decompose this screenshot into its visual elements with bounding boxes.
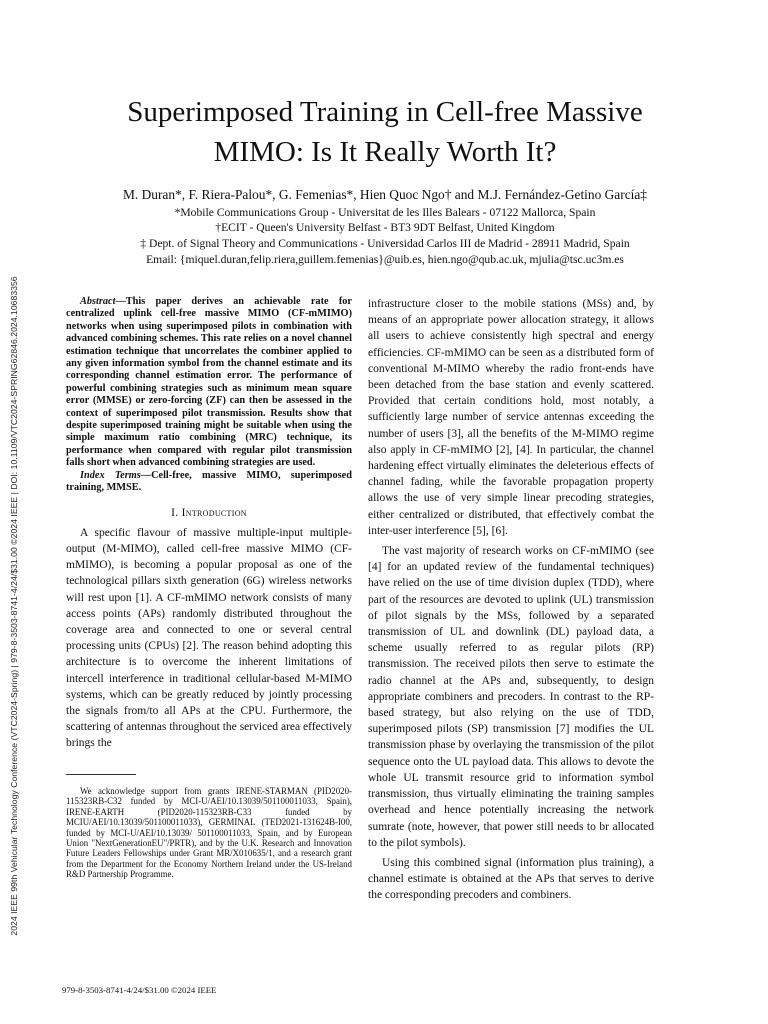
- abstract: [66, 296, 352, 470]
- index-terms: [66, 470, 352, 495]
- left-column: [66, 296, 352, 752]
- affiliation-2: †ECIT - Queen's University Belfast - BT3 9DT Belfast, United Kingdom: [215, 221, 555, 234]
- title-line-2: MIMO: Is It Really Worth It?: [213, 136, 557, 168]
- intro-paragraph-1: A specific flavour of massive multiple-input multiple-output (M-MIMO), called cell-free massive MIMO (CF-mMIMO), is becoming a popular proposal as one of the technological pillars sixth generation (6G) wireless networks will rest upon [1]. A CF-mMIMO network consists of many access points (APs) randomly distributed throughout the coverage area and connected to one or several central processing units (CPUs) [2]. The reason behind adopting this architecture is to overcome the inherent limitations of intercell interference in traditional cellular-based M-MIMO systems, which can be greatly reduced by jointly processing the signals from/to all APs at the CPU. Furthermore, the scattering of antennas throughout the serviced area effectively brings the: [66, 526, 352, 750]
- affiliation-3: ‡ Dept. of Signal Theory and Communications - Universidad Carlos III de Madrid - 28911 Madrid, Spain: [140, 237, 630, 250]
- author-emails: Email: {miquel.duran,felip.riera,guillem.femenias}@uib.es, hien.ngo@qub.ac.uk, mjulia@tsc.uc3m.es: [146, 253, 624, 266]
- section-number: I.: [171, 506, 179, 519]
- intro-paragraph-2: infrastructure closer to the mobile stations (MSs) and, by means of an appropriate power allocation strategy, it allows all users to achieve consistently high spectral and energy efficiencies. CF-mMIMO can be seen as a distributed form of conventional M-MIMO whereby the radio front-ends have been detached from the base station and evenly scattered. Provided that certain conditions hold, most notably, a sufficiently large number of service antennas exceeding the number of users [3], all the benefits of the M-MIMO regime also apply in CF-mMIMO [2], [4]. In particular, the channel hardening effect virtually eliminates the deleterious effects of channel fading, while the favorable propagation property allows the use of very simple linear precoding strategies, either centralized or distributed, that effectively combat the inter-user interference [5], [6].: [368, 298, 654, 537]
- funding-footnote: We acknowledge support from grants IRENE-STARMAN (PID2020-115323RB-C32 funded by MCI-U/AEI/10.13039/501100011033, Spain), IRENE-EARTH (PID2020-115323RB-C33 funded by MCIU/AEI/10.13039/501100011033), GERMINAL (TED2021-131624B-I00, funded by MCI-U/AEI/10.13039/ 501100011033, Spain, and by European Union "NextGenerationEU"/PRTR), and by the U.K. Research and Innovation Future Leaders Fellowships under Grant MR/X010635/1, and a research grant from the Department for the Economy Northern Ireland under the US-Ireland R&D Partnership Programme.: [66, 786, 352, 880]
- intro-paragraph-3: The vast majority of research works on CF-mMIMO (see [4] for an updated review of the fundamental techniques) have relied on the use of time division duplex (TDD), where part of the resources are devoted to uplink (UL) transmission of pilot signals by the MSs, followed by a separated transmission of UL and downlink (DL) payload data, a scheme usually referred to as regular pilots (RP) transmission. The received pilots then serve to estimate the radio channel at the APs and, subsequently, to design appropriate combiners and precoders. In contrast to the RP-based strategy, but also relying on the use of TDD, superimposed pilots (SP) transmission [7] modifies the UL transmission phase by overlaying the transmission of the pilot sequence onto the UL payload data. This allows to devote the whole UL transmit resource grid to information symbol transmission, thus virtually eliminating the training samples overhead and hence potentially increasing the network sumrate (note, however, that power still needs to br allocated to the pilot symbols).: [368, 545, 654, 849]
- section-title: Introduction: [181, 506, 247, 519]
- footnote-divider: [66, 774, 136, 775]
- abstract-label: Abstract: [80, 296, 116, 307]
- affiliation-1: *Mobile Communications Group - Universitat de les Illes Balears - 07122 Mallorca, Spain: [174, 206, 596, 219]
- index-terms-label: Index Terms: [80, 469, 141, 481]
- conference-sidebar: [4, 268, 24, 944]
- right-column: [368, 296, 654, 904]
- sidebar-citation: 2024 IEEE 99th Vehicular Technology Conference (VTC2024-Spring) | 979-8-3503-8741-4/24/$31.00 ©2024 IEEE | DOI: 10.1109/VTC2024-SPRING62846.2024.10683356: [9, 276, 19, 936]
- title-line-1: Superimposed Training in Cell-free Massive: [127, 96, 643, 128]
- page-footer-copyright: 979-8-3503-8741-4/24/$31.00 ©2024 IEEE: [62, 985, 217, 995]
- section-heading-introduction: [66, 505, 352, 521]
- abstract-text: —This paper derives an achievable rate for centralized uplink cell-free massive MIMO (CF-mMIMO) networks when using superimposed pilots in combination with advanced combining schemes. This rate relies on a novel channel estimation technique that uncorrelates the combiner applied to any given information symbol from the channel estimate and its corresponding channel estimation error. The performance of powerful combining strategies such as minimum mean square error (MMSE) or zero-forcing (ZF) can then be assessed in the context of superimposed pilot transmission. Results show that despite superimposed training might be suitable when using the simple maximum ratio combining (MRC) technique, its performance when compared with regular pilot transmission falls short when advanced combining strategies are used.: [66, 296, 352, 469]
- author-list: M. Duran*, F. Riera-Palou*, G. Femenias*, Hien Quoc Ngo† and M.J. Fernández-Getino García‡: [122, 187, 648, 202]
- index-terms-text: —Cell-free, massive MIMO, superimposed training, MMSE.: [66, 469, 352, 494]
- intro-paragraph-4: Using this combined signal (information plus training), a channel estimate is obtained at the APs that serves to derive the corresponding precoders and combiners.: [368, 856, 654, 902]
- paper-title: [60, 92, 710, 172]
